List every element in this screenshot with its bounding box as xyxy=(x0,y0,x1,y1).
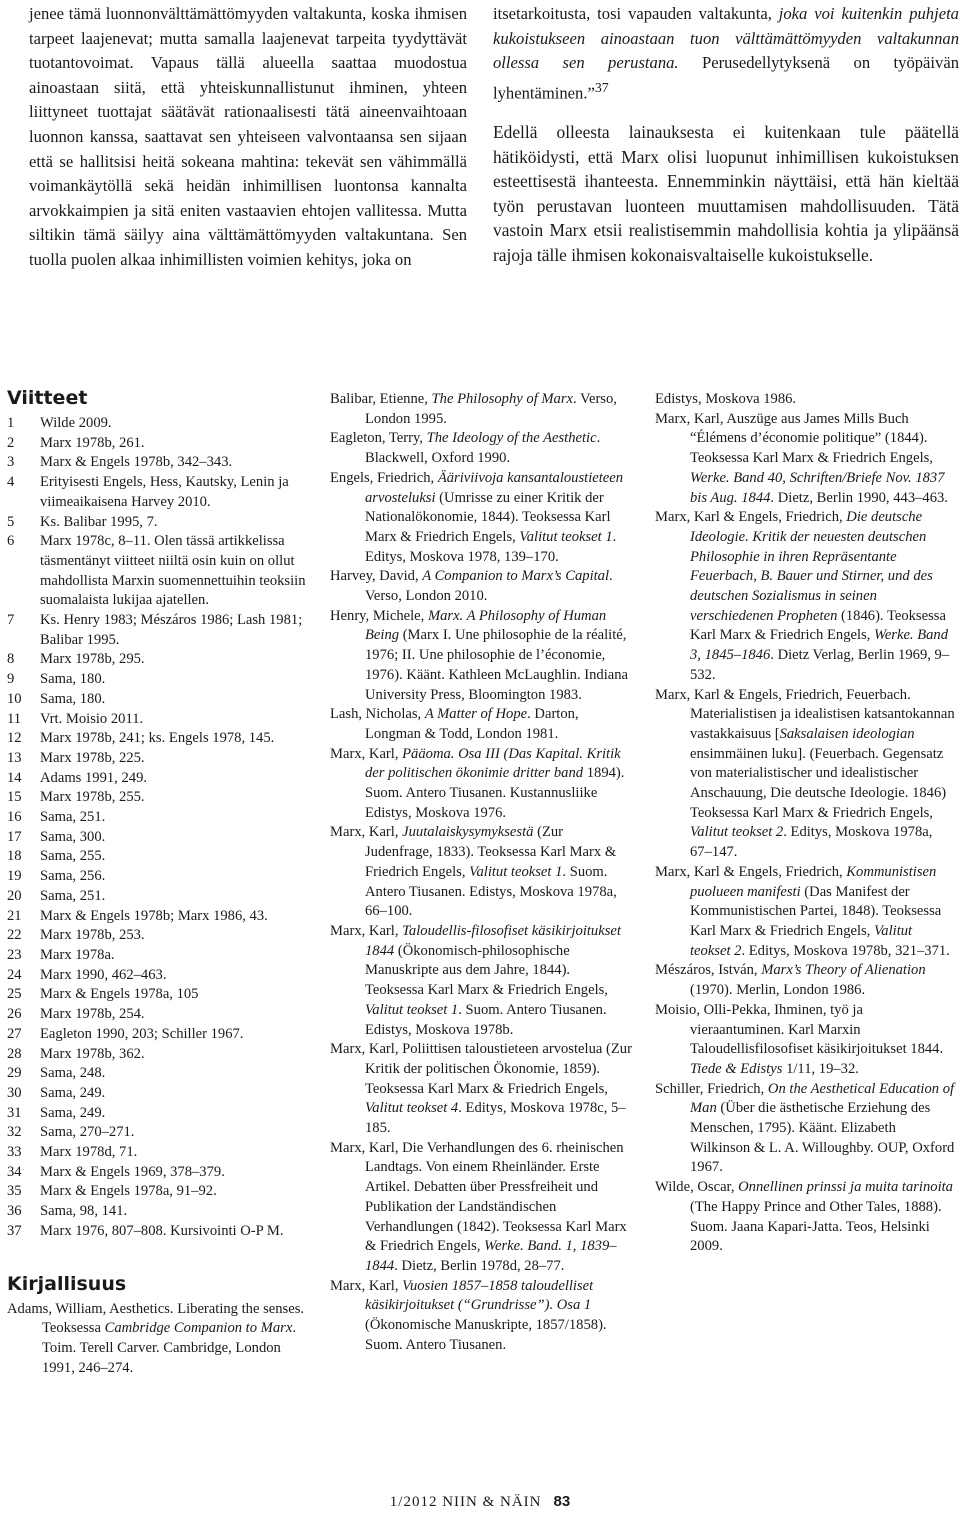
note-number: 13 xyxy=(7,749,22,766)
quote-italic: joka voi kuitenkin puhjeta kukoistukseen ainoastaan tuon välttämättömyyden valtakunnan ollessa sen perustana. xyxy=(493,4,959,73)
note-text: Adams 1991, 249. xyxy=(40,769,148,786)
note-text: Sama, 251. xyxy=(40,809,106,826)
note-number: 17 xyxy=(7,828,22,845)
entry-text: Marx, Karl, xyxy=(330,745,403,762)
entry-text: Adams, William, Aesthetics. Liberating the senses. Teoksessa xyxy=(7,1300,305,1337)
literature-column-2 xyxy=(330,390,632,1355)
note-item xyxy=(7,867,307,887)
note-text: Marx & Engels 1978a, 105 xyxy=(40,986,199,1003)
entry-title: Cambridge Companion to Marx xyxy=(104,1320,293,1337)
entry-text: . Dietz Verlag, Berlin 1969, 9–532. xyxy=(690,647,950,683)
entry-text: Marx, Karl, Die Verhandlungen des 6. rheinischen Landtags. Von einem Rheinländer. Erste Artikel. Debatten über Pressfreiheit und Publikation der Landständischen Verhandlungen (1842). Teoksessa Karl Marx & Friedrich Engels, xyxy=(330,1139,627,1255)
entry-text: Moisio, Olli-Pekka, Ihminen, työ ja vieraantuminen. Karl Marxin Taloudellisfilosofiset käsikirjoitukset 1844. xyxy=(655,1001,944,1058)
entry-text: . Editys, Moskova 1978c, 5–185. xyxy=(365,1100,626,1137)
note-item xyxy=(7,788,307,808)
entry-title: Valitut teokset 1 xyxy=(365,1001,459,1018)
note-item xyxy=(7,532,307,611)
entry-title: Saksalaisen ideologian xyxy=(779,725,915,742)
note-number: 2 xyxy=(7,434,15,451)
bibliography-entry xyxy=(330,823,632,922)
note-number: 22 xyxy=(7,927,22,944)
note-item xyxy=(7,847,307,867)
note-number: 19 xyxy=(7,868,22,885)
note-item xyxy=(7,1005,307,1025)
entry-text: Marx, Karl & Engels, Friedrich, xyxy=(655,509,847,526)
note-text: Marx 1978b, 225. xyxy=(40,749,145,766)
note-item xyxy=(7,887,307,907)
note-item xyxy=(7,710,307,730)
entry-text: Mészáros, István, xyxy=(655,962,762,979)
body-paragraph: jenee tämä luonnonvälttämättömyyden valtakunta, koska ihmisen tarpeet laajenevat; mutta samalla laajenevat tarpeita tyydyttävät tuotantovoimat. Vapaus tällä alueella saattaa muodostua ainoastaan siitä, että yhteiskunnallistunut ihminen, yhteen liittyneet tuottajat säätävät rationaalisesti tätä aineenvaihtoaan luonnon kanssa, saattavat sen yhteiseen valvontaansa sen sijaan että se hallitsisi heitä sokeana mahtina: tekevät sen vähimmällä voimankäytöllä sekä heidän inhimillisen luontonsa kannalta arvokkaimpien ja sitä eniten vastaavien ehtojen vallitessa. Mutta siltikin tämä säilyy aina välttämättömyyden valtakuntana. Sen tuolla puolen alkaa inhimillisten voimien kehitys, joka on xyxy=(29,4,467,269)
note-item xyxy=(7,1163,307,1183)
entry-text: Marx, Karl, Auszüge aus James Mills Buch “Élémens d’économie politique” (1844). Teoksessa Karl Marx & Friedrich Engels, xyxy=(655,410,933,467)
note-number: 7 xyxy=(7,612,15,629)
note-number: 34 xyxy=(7,1163,22,1180)
note-number: 30 xyxy=(7,1084,22,1101)
entry-text: (Ökonomische Manuskripte, 1857/1858). Suom. Antero Tiusanen. xyxy=(365,1317,607,1353)
bibliography-entry xyxy=(655,863,955,962)
entry-text: . Dietz, Berlin 1990, 443–463. xyxy=(770,489,948,506)
note-text: Marx & Engels 1978a, 91–92. xyxy=(40,1183,217,1200)
note-text: Sama, 270–271. xyxy=(40,1124,135,1141)
entry-text: (Über die ästhetische Erziehung des Menschen, 1795). Käänt. Elizabeth Wilkinson & L. A. Willoughby. OUP, Oxford 1967. xyxy=(690,1100,955,1176)
body-column-left xyxy=(29,2,467,273)
note-text: Marx 1978d, 71. xyxy=(40,1144,138,1161)
entry-title: Valitut teokset 1 xyxy=(469,863,563,880)
bibliography-entry xyxy=(330,469,632,568)
note-text: Marx 1978b, 261. xyxy=(40,434,145,451)
note-item xyxy=(7,650,307,670)
note-text: Marx 1978b, 241; ks. Engels 1978, 145. xyxy=(40,730,275,747)
notes-and-literature-column xyxy=(7,386,307,1378)
note-text: Eagleton 1990, 203; Schiller 1967. xyxy=(40,1025,244,1042)
notes-heading: Viitteet xyxy=(7,387,88,409)
entry-title: Taloudellis-filosofiset käsikirjoitukset 1844 xyxy=(365,922,621,959)
note-number: 32 xyxy=(7,1124,22,1141)
entry-text: . Dietz, Berlin 1978d, 28–77. xyxy=(394,1257,565,1274)
entry-text: (Das Manifest der Kommunistischen Partei, 1848). Teoksessa Karl Marx & Friedrich Engels, xyxy=(690,883,942,939)
note-item xyxy=(7,513,307,533)
entry-text: (Ökonomisch-philosophische Manuskripte aus dem Jahre, 1844). Teoksessa Karl Marx & Friedrich Engels, xyxy=(365,942,608,999)
entry-text: Marx, Karl, xyxy=(330,922,403,939)
entry-title: Werke. Band 3, 1845–1846 xyxy=(690,627,949,664)
entry-text: (Marx I. Une philosophie de la réalité, 1976; II. Une philosophie de l’économie, 1976). Käänt. Kathleen McLaughlin. Indiana University Press, Bloomington 1983. xyxy=(365,627,629,703)
entry-title: Pääoma. Osa III (Das Kapital. Kritik der politischen ökonimie dritter band xyxy=(365,745,621,782)
note-item xyxy=(7,769,307,789)
entry-title: A Companion to Marx’s Capital xyxy=(422,568,610,585)
note-text: Sama, 180. xyxy=(40,671,106,688)
bibliography-entry xyxy=(655,1001,955,1080)
bibliography-entry xyxy=(655,508,955,685)
note-text: Marx & Engels 1978b, 342–343. xyxy=(40,454,233,471)
note-number: 3 xyxy=(7,454,15,471)
quote-start: itsetarkoitusta, tosi vapauden valtakunta, xyxy=(493,4,779,23)
bibliography-entry xyxy=(330,607,632,706)
note-text: Marx 1978b, 295. xyxy=(40,651,145,668)
note-item xyxy=(7,1202,307,1222)
note-text: Marx & Engels 1978b; Marx 1986, 43. xyxy=(40,907,268,924)
literature-list xyxy=(7,1300,307,1379)
page-number: 83 xyxy=(553,1493,571,1510)
note-item xyxy=(7,907,307,927)
note-item xyxy=(7,1123,307,1143)
bibliography-entry xyxy=(655,686,955,863)
note-item xyxy=(7,1084,307,1104)
entry-text: Eagleton, Terry, xyxy=(330,430,427,447)
note-number: 14 xyxy=(7,769,22,786)
note-text: Marx 1978c, 8–11. Olen tässä artikkelissa täsmentänyt viitteet niiltä osin kuin on ollut mahdollista Marxin suomennettuihin teoksiin suomalaista lukijaa ajatellen. xyxy=(40,533,306,609)
bibliography-entry xyxy=(655,1080,955,1179)
page-footer xyxy=(0,1493,960,1511)
note-item xyxy=(7,946,307,966)
entry-title: Marx’s Theory of Alienation xyxy=(761,962,926,979)
bibliography-entry xyxy=(330,705,632,744)
entry-title: The Ideology of the Aesthetic xyxy=(426,430,597,447)
entry-text: . Blackwell, Oxford 1990. xyxy=(365,430,601,467)
entry-title: Valitut teokset 2 xyxy=(690,922,913,959)
note-text: Marx 1990, 462–463. xyxy=(40,966,167,983)
note-item xyxy=(7,1222,307,1242)
entry-text: ensimmäinen luku]. (Feuerbach. Gegensatz von materialistischer und idealistischer Anschauung, Die deutsche Ideologie. 1846) Teoksessa Karl Marx & Friedrich Engels, xyxy=(690,745,947,821)
entry-text: (1846). Teoksessa Karl Marx & Friedrich Engels, xyxy=(690,607,946,644)
note-item xyxy=(7,1143,307,1163)
note-number: 27 xyxy=(7,1025,22,1042)
bibliography-entry xyxy=(330,567,632,606)
quote-paragraph xyxy=(493,2,959,106)
bibliography-entry xyxy=(330,390,632,429)
entry-text: Marx, Karl & Engels, Friedrich, xyxy=(655,863,847,880)
entry-text: Balibar, Etienne, xyxy=(330,391,432,407)
entry-text: Marx, Karl, xyxy=(330,824,403,841)
note-item xyxy=(7,1104,307,1124)
note-number: 20 xyxy=(7,887,22,904)
entry-title: Valitut teokset 4 xyxy=(365,1100,459,1117)
note-number: 36 xyxy=(7,1203,22,1220)
entry-text: Lash, Nicholas, xyxy=(330,706,425,723)
entry-text: . Verso, London 2010. xyxy=(365,568,613,605)
note-number: 8 xyxy=(7,651,15,668)
note-item xyxy=(7,808,307,828)
note-text: Marx 1978a. xyxy=(40,946,115,963)
note-item xyxy=(7,985,307,1005)
bibliography-entry xyxy=(330,922,632,1040)
note-number: 29 xyxy=(7,1065,22,1082)
note-text: Sama, 248. xyxy=(40,1065,106,1082)
entry-text: 1/11, 19–32. xyxy=(782,1060,859,1077)
entry-text: Wilde, Oscar, xyxy=(655,1179,739,1196)
note-number: 6 xyxy=(7,533,15,550)
entry-text: (Zur Judenfrage, 1833). Teoksessa Karl Marx & Friedrich Engels, xyxy=(365,824,617,880)
note-text: Sama, 251. xyxy=(40,887,106,904)
note-number: 28 xyxy=(7,1045,22,1062)
note-text: Sama, 180. xyxy=(40,690,106,707)
note-text: Ks. Balibar 1995, 7. xyxy=(40,513,158,530)
note-text: Marx 1978b, 362. xyxy=(40,1045,145,1062)
note-item xyxy=(7,434,307,454)
entry-title: On the Aesthetical Education of Man xyxy=(690,1080,955,1117)
note-item xyxy=(7,1045,307,1065)
note-item xyxy=(7,729,307,749)
note-text: Marx 1978b, 253. xyxy=(40,927,145,944)
note-number: 31 xyxy=(7,1104,22,1121)
note-text: Ks. Henry 1983; Mészáros 1986; Lash 1981; Balibar 1995. xyxy=(40,612,303,648)
bibliography-entry xyxy=(655,390,955,410)
entry-title: Werke. Band 40, Schriften/Briefe Nov. 1837 bis Aug. 1844 xyxy=(690,469,945,506)
note-number: 9 xyxy=(7,671,15,688)
note-item xyxy=(7,690,307,710)
bibliography-entry xyxy=(330,429,632,468)
note-text: Sama, 249. xyxy=(40,1084,106,1101)
note-number: 23 xyxy=(7,946,22,963)
bibliography-entry xyxy=(655,1178,955,1257)
entry-text: (1970). Merlin, London 1986. xyxy=(690,982,866,999)
note-number: 18 xyxy=(7,848,22,865)
entry-title: Marx. A Philosophy of Human Being xyxy=(365,607,607,644)
note-item xyxy=(7,473,307,512)
note-text: Erityisesti Engels, Hess, Kautsky, Lenin ja viimeaikaisena Harvey 2010. xyxy=(40,474,289,510)
bibliography-entry xyxy=(330,1040,632,1139)
note-text: Vrt. Moisio 2011. xyxy=(40,710,144,727)
footnote-mark: 37 xyxy=(594,79,609,95)
entry-text: Marx, Karl & Engels, Friedrich, Feuerbach. Materialistisen ja idealistisen katsantokannan vastakkaisuus [ xyxy=(655,686,955,742)
note-item xyxy=(7,966,307,986)
bibliography-entry xyxy=(655,410,955,509)
note-item xyxy=(7,1182,307,1202)
note-text: Marx & Engels 1969, 378–379. xyxy=(40,1163,225,1180)
note-item xyxy=(7,670,307,690)
quote-end: Perusedellytyksenä on työpäivän lyhentäminen.” xyxy=(493,53,959,103)
entry-title: Werke. Band. 1, 1839–1844 xyxy=(365,1238,617,1274)
note-item xyxy=(7,926,307,946)
entry-text: Marx, Karl, Poliittisen taloustieteen arvostelua (Zur Kritik der politischen Ökonomie, 1859). Teoksessa Karl Marx & Friedrich Engels, xyxy=(330,1041,632,1097)
note-number: 1 xyxy=(7,415,15,431)
entry-text: 1894). Suom. Antero Tiusanen. Kustannusliike Edistys, Moskova 1976. xyxy=(365,765,625,821)
note-number: 15 xyxy=(7,789,22,806)
note-number: 10 xyxy=(7,690,22,707)
note-item xyxy=(7,414,307,434)
note-number: 4 xyxy=(7,474,15,491)
note-number: 37 xyxy=(7,1222,22,1239)
note-item xyxy=(7,453,307,473)
entry-text: Harvey, David, xyxy=(330,568,423,585)
note-text: Wilde 2009. xyxy=(40,415,112,431)
entry-title: Ääriviivoja kansantaloustieteen arvosteluksi xyxy=(365,469,624,506)
note-item xyxy=(7,749,307,769)
entry-title: Tiede & Edistys xyxy=(690,1060,783,1077)
note-number: 24 xyxy=(7,966,22,983)
entry-text: Marx, Karl, xyxy=(330,1277,403,1294)
entry-text: . Verso, London 1995. xyxy=(365,391,617,427)
bibliography-entry xyxy=(655,961,955,1000)
entry-title: Vuosien 1857–1858 taloudelliset käsikirjoitukset (“Grundrisse”). Osa 1 xyxy=(365,1277,594,1314)
note-text: Sama, 300. xyxy=(40,828,106,845)
entry-title: A Matter of Hope xyxy=(424,706,528,723)
literature-heading: Kirjallisuus xyxy=(7,1272,127,1295)
note-text: Marx 1978b, 255. xyxy=(40,789,145,806)
entry-text: . Editys, Moskova 1978b, 321–371. xyxy=(741,942,950,959)
note-text: Sama, 256. xyxy=(40,868,106,885)
entry-title: Die deutsche Ideologie. Kritik der neuesten deutschen Philosophie in ihren Repräsentante Feuerbach, B. Bauer und Stirner, und des deutschen Sozialismus in seinen verschiedenen Propheten xyxy=(690,509,933,624)
note-number: 16 xyxy=(7,809,22,826)
bibliography-entry xyxy=(330,1277,632,1356)
entry-text: . Editys, Moskova 1978, 139–170. xyxy=(365,528,617,565)
entry-text: . Suom. Antero Tiusanen. Edistys, Moskova 1978a, 66–100. xyxy=(365,863,617,920)
bibliography-entry xyxy=(330,1139,632,1277)
note-number: 21 xyxy=(7,907,22,924)
notes-list xyxy=(7,414,307,1242)
note-number: 12 xyxy=(7,730,22,747)
note-item xyxy=(7,1025,307,1045)
entry-text: Edistys, Moskova 1986. xyxy=(655,391,797,407)
entry-text: Schiller, Friedrich, xyxy=(655,1080,768,1097)
issue-label: 1/2012 NIIN & NÄIN xyxy=(389,1494,542,1510)
entry-text: . Editys, Moskova 1978a, 67–147. xyxy=(690,824,933,861)
entry-text: Henry, Michele, xyxy=(330,607,428,624)
entry-text: (Umrisse zu einer Kritik der Nationalökonomie, 1844). Teoksessa Karl Marx & Friedrich Engels, xyxy=(365,489,611,545)
entry-text: . Toim. Terell Carver. Cambridge, London 1991, 246–274. xyxy=(42,1320,296,1376)
entry-title: Kommunistisen puolueen manifesti xyxy=(690,863,937,900)
note-text: Marx 1978b, 254. xyxy=(40,1006,145,1023)
note-number: 26 xyxy=(7,1006,22,1023)
entry-title: Valitut teokset 2 xyxy=(690,824,784,841)
note-number: 25 xyxy=(7,986,22,1003)
note-item xyxy=(7,611,307,650)
entry-title: Valitut teokset 1 xyxy=(519,528,613,545)
entry-text: . Suom. Antero Tiusanen. Edistys, Moskova 1978b. xyxy=(365,1001,607,1038)
entry-title: Onnellinen prinssi ja muita tarinoita xyxy=(738,1179,953,1196)
note-number: 11 xyxy=(7,710,22,727)
note-number: 35 xyxy=(7,1183,22,1200)
bibliography-entry xyxy=(7,1300,307,1379)
note-text: Sama, 98, 141. xyxy=(40,1203,128,1220)
note-text: Sama, 255. xyxy=(40,848,106,865)
entry-text: (The Happy Prince and Other Tales, 1888). Suom. Jaana Kapari-Jatta. Teos, Helsinki 2009. xyxy=(690,1198,942,1255)
note-item xyxy=(7,1064,307,1084)
entry-text: Engels, Friedrich, xyxy=(330,469,438,486)
entry-title: The Philosophy of Marx xyxy=(431,391,574,407)
note-text: Sama, 249. xyxy=(40,1104,106,1121)
body-column-right xyxy=(493,2,959,267)
bibliography-entry xyxy=(330,745,632,824)
note-number: 5 xyxy=(7,513,15,530)
literature-column-3 xyxy=(655,390,955,1257)
note-text: Marx 1976, 807–808. Kursivointi O-P M. xyxy=(40,1222,284,1239)
note-number: 33 xyxy=(7,1144,22,1161)
body-paragraph: Edellä olleesta lainauksesta ei kuitenkaan tule päätellä hätiköidysti, että Marx olisi luopunut inhimillisen kukoistuksen esteettisestä ihanteesta. Ennemminkin näyttäisi, että hän kieltää työn perustavan luonteen muuttamisen mahdollisuuden. Tätä vastoin Marx etsii realistisemmin mahdollisia kohtia ja ylipäänsä rajoja tälle ihmisen kokonaisvaltaiselle kukoistukselle. xyxy=(493,121,959,265)
entry-title: Juutalaiskysymyksestä xyxy=(402,824,534,841)
note-item xyxy=(7,828,307,848)
entry-text: . Darton, Longman & Todd, London 1981. xyxy=(365,706,579,742)
